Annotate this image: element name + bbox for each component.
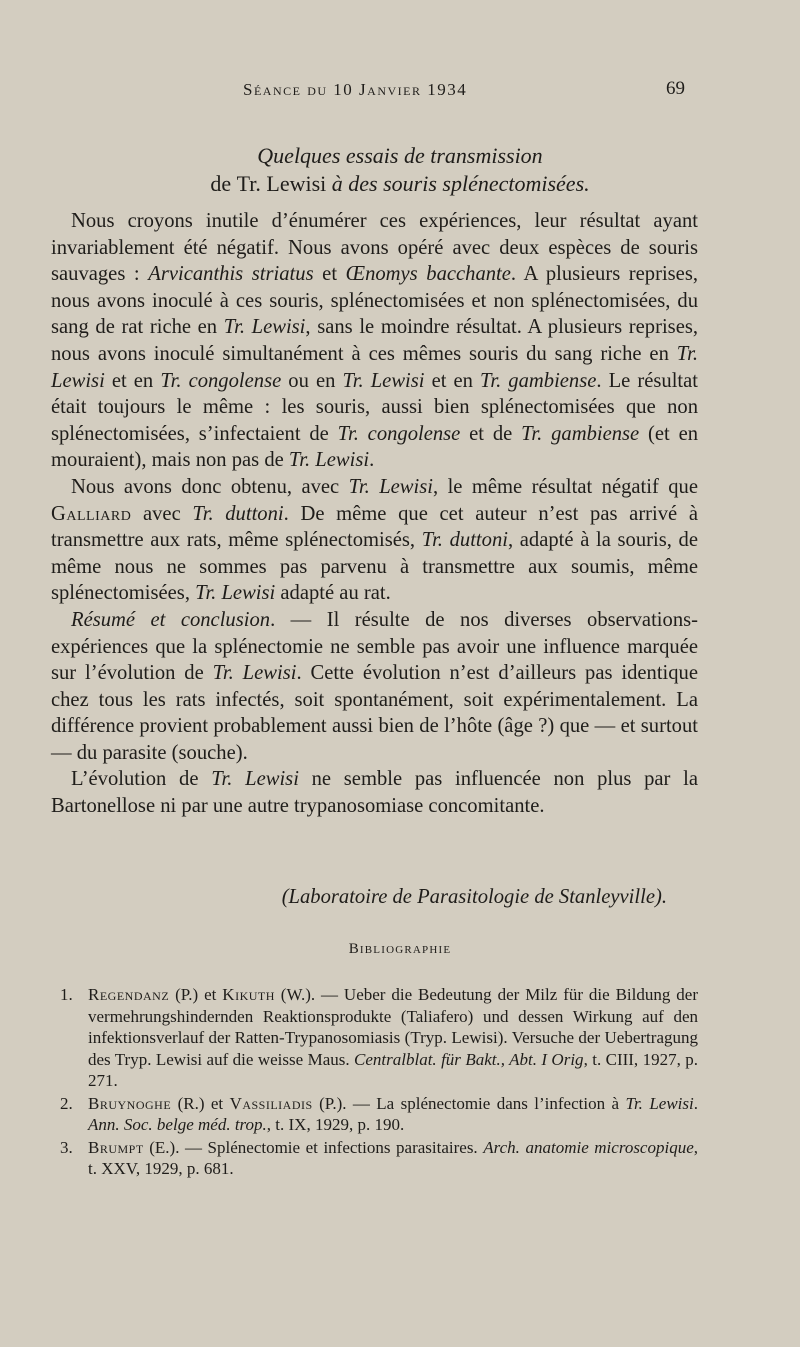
bibliography-entry: 1. Regendanz (P.) et Kikuth (W.). — Ueber die Bedeutung der Milz für die Bildung der vermehrungshindernden Reaktionsprodukte (Taliafero) und dessen Wirkung auf den infektionsverlauf der Ratten-Trypanosomiasis (Tryp. Lewisi). Versuche der Uebertragung des Tryp. Lewisi auf die weisse Maus. Centralblat. für Bakt., Abt. I Orig, t. CIII, 1927, p. 271.: [60, 985, 699, 1090]
title-rest: à des souris splénectomisées.: [331, 171, 590, 196]
bibliography-entry: 3. Brumpt (E.). — Splénectomie et infections parasitaires. Arch. anatomie microscopique, t. XXV, 1929, p. 681.: [60, 1137, 698, 1178]
bibliography-heading: Bibliographie: [348, 941, 452, 957]
title-line-1: Quelques essais de transmission: [257, 143, 543, 168]
paragraph: L’évolution de Tr. Lewisi ne semble pas influencée non plus par la Bartonellose ni par une autre trypanosomiase concomitante.: [51, 768, 698, 818]
bibliography-list: [60, 984, 698, 1181]
laboratory-signature: (Laboratoire de Parasitologie de Stanleyville).: [281, 886, 667, 908]
page-number: 69: [666, 78, 685, 99]
paragraph: Résumé et conclusion. — Il résulte de nos diverses observations-expériences que la splénectomie ne semble pas avoir une influence marquée sur l’évolution de Tr. Lewisi. Cette évolution n’est d’ailleurs pas identique chez tous les rats infectés, soit spontanément, soit expérimentalement. La différence provient probablement aussi bien de l’hôte (âge ?) que — et surtout — du parasite (souche).: [51, 608, 698, 764]
page-header: [0, 74, 800, 104]
paragraph: Nous avons donc obtenu, avec Tr. Lewisi, le même résultat négatif que Galliard avec Tr. duttoni. De même que cet auteur n’est pas arrivé à transmettre aux rats, même splénectomisés, Tr. duttoni, adapté à la souris, de même nous ne sommes pas parvenu à transmettre aux soumis, même splénectomisées, Tr. Lewisi adapté au rat.: [51, 475, 699, 605]
running-head: Séance du 10 Janvier 1934: [243, 80, 468, 99]
paragraph: Nous croyons inutile d’énumérer ces expériences, leur résultat ayant invariablement été négatif. Nous avons opéré avec deux espèces de souris sauvages : Arvicanthis striatus et Œnomys bacchante. A plusieurs reprises, nous avons inoculé à ces souris, splénectomisées et non splénectomisées, du sang de rat riche en Tr. Lewisi, sans le moindre résultat. A plusieurs reprises, nous avons inoculé simultanément à ces mêmes souris du sang riche en Tr. Lewisi et en Tr. congolense ou en Tr. Lewisi et en Tr. gambiense. Le résultat était toujours le même : les souris, aussi bien splénectomisées que non splénectomisées, s’infectaient de Tr. congolense et de Tr. gambiense (et en mouraient), mais non pas de Tr. Lewisi.: [51, 210, 699, 472]
title-line-2: [0, 170, 800, 198]
section-title: [0, 142, 800, 198]
title-species: Tr. Lewisi: [236, 171, 327, 196]
body-text: [51, 208, 698, 820]
title-word-de: de: [210, 171, 232, 196]
bibliography-entry: 2. Bruynoghe (R.) et Vassiliadis (P.). — La splénectomie dans l’infection à Tr. Lewisi. Ann. Soc. belge méd. trop., t. IX, 1929, p. 190.: [60, 1093, 698, 1134]
